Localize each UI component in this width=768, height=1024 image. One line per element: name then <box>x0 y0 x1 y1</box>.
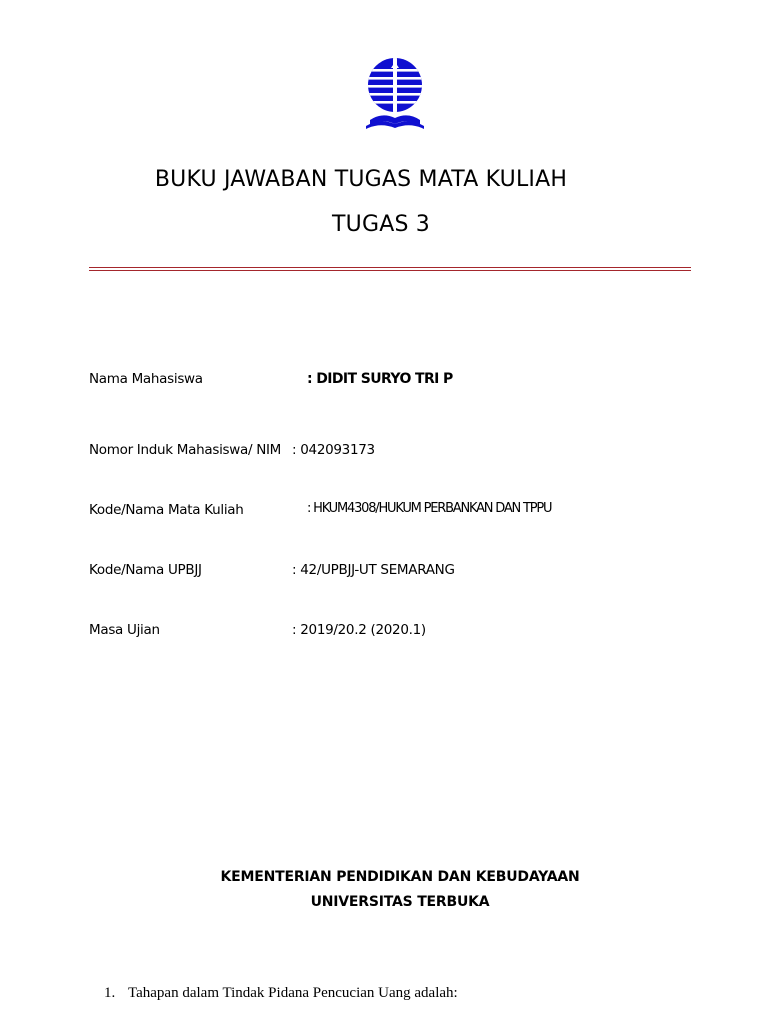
nim-value: : 042093173 <box>292 442 375 458</box>
nim-label: Nomor Induk Mahasiswa/ NIM <box>89 442 282 458</box>
document-title: BUKU JAWABAN TUGAS MATA KULIAH <box>154 167 568 192</box>
exam-period-label: Masa Ujian <box>89 622 160 638</box>
question-item <box>104 985 458 1002</box>
name-label: Nama Mahasiswa <box>89 371 203 387</box>
university-name: UNIVERSITAS TERBUKA <box>310 894 490 910</box>
upbjj-value: : 42/UPBJJ-UT SEMARANG <box>292 562 455 578</box>
course-label: Kode/Nama Mata Kuliah <box>89 502 244 518</box>
course-value: : HKUM4308/HUKUM PERBANKAN DAN TPPU <box>307 501 552 516</box>
ministry-name: KEMENTERIAN PENDIDIKAN DAN KEBUDAYAAN <box>220 869 580 885</box>
university-logo <box>360 56 430 132</box>
name-value: : DIDIT SURYO TRI P <box>307 371 453 387</box>
exam-period-value: : 2019/20.2 (2020.1) <box>292 622 426 638</box>
document-subtitle: TUGAS 3 <box>332 212 430 237</box>
upbjj-label: Kode/Nama UPBJJ <box>89 562 202 578</box>
question-number: 1. <box>104 985 116 1001</box>
divider-line <box>89 270 691 271</box>
question-text: Tahapan dalam Tindak Pidana Pencucian Uang adalah: <box>128 985 458 1001</box>
divider-line <box>89 267 691 268</box>
